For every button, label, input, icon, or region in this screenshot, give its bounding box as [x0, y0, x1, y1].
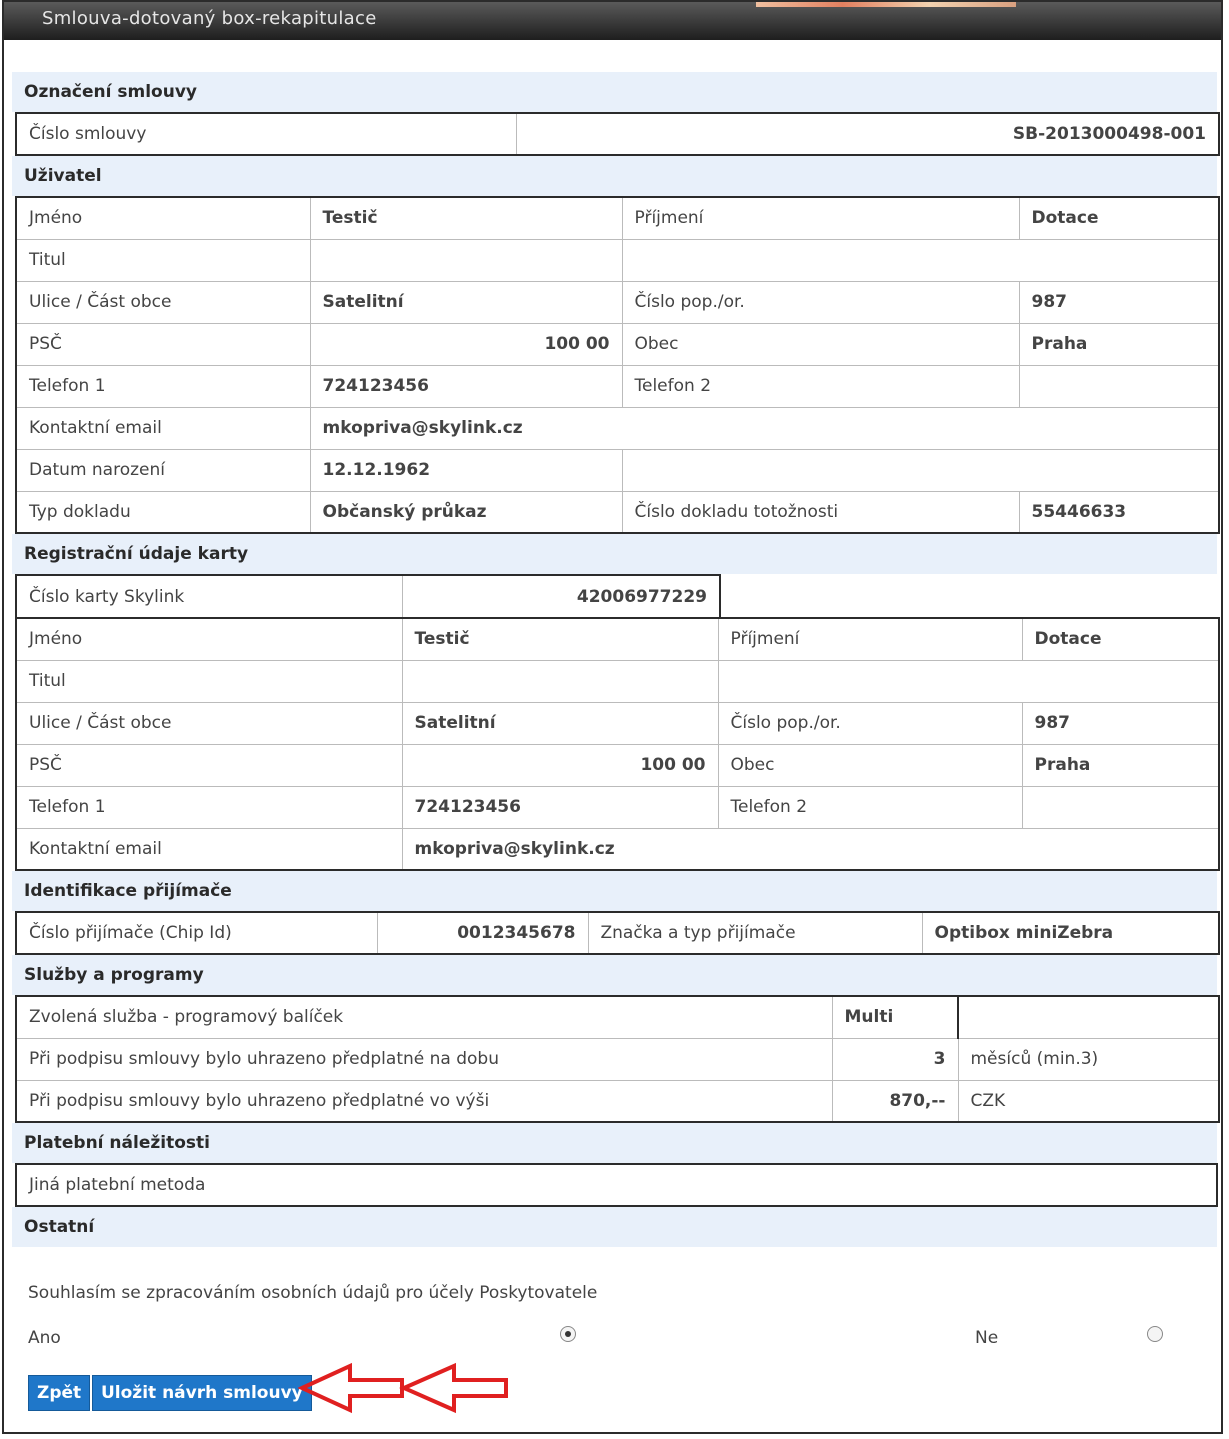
card-city-label: Obec: [718, 744, 1022, 786]
user-doc-number-value: 55446633: [1019, 491, 1219, 533]
card-phone1-value: 724123456: [402, 786, 718, 828]
card-street-label: Ulice / Část obce: [16, 702, 402, 744]
titlebar-decoration: [756, 2, 1016, 7]
prepaid-period-value: 3: [832, 1038, 958, 1080]
card-firstname-value: Testič: [402, 618, 718, 660]
receiver-table: [15, 911, 1220, 955]
payment-method-value: Jiná platební metoda: [29, 1175, 206, 1195]
payment-table: [15, 1163, 1218, 1207]
user-firstname-label: Jméno: [29, 208, 83, 229]
table-row: [16, 618, 1219, 660]
back-button[interactable]: Zpět: [28, 1375, 90, 1411]
card-owner-table: [15, 617, 1220, 871]
card-surname-value: Dotace: [1022, 618, 1219, 660]
table-row: [16, 828, 1219, 870]
user-street-value: Satelitní: [310, 281, 622, 323]
consent-no-radio[interactable]: [1147, 1326, 1163, 1342]
user-zip-value: 100 00: [310, 323, 622, 365]
user-doc-type-label: Typ dokladu: [16, 491, 310, 533]
user-phone1-value: 724123456: [310, 365, 622, 407]
user-title-label: Titul: [16, 239, 310, 281]
user-table: [15, 196, 1220, 534]
prepaid-amount-value: 870,--: [832, 1080, 958, 1122]
user-phone2-label: Telefon 2: [622, 365, 1019, 407]
user-empty-cell: [622, 449, 1219, 491]
contract-table: [15, 112, 1220, 156]
card-email-label: Kontaktní email: [16, 828, 402, 870]
contract-number-label: Číslo smlouvy: [29, 124, 147, 144]
chip-id-label: Číslo přijímače (Chip Id): [29, 923, 232, 943]
consent-yes-radio[interactable]: [560, 1326, 576, 1342]
user-firstname-value: Testič: [310, 197, 622, 239]
user-city-label: Obec: [622, 323, 1019, 365]
user-city-value: Praha: [1019, 323, 1219, 365]
section-heading-payment: Platební náležitosti: [12, 1123, 1217, 1163]
table-row: [16, 660, 1219, 702]
user-zip-label: PSČ: [16, 323, 310, 365]
user-street-label: Ulice / Část obce: [16, 281, 310, 323]
user-house-number-value: 987: [1019, 281, 1219, 323]
save-draft-button[interactable]: Uložit návrh smlouvy: [92, 1375, 312, 1411]
service-package-unit: [958, 996, 1219, 1038]
table-row: [16, 197, 1219, 239]
card-firstname-label: Jméno: [29, 629, 83, 650]
card-number-table: [15, 574, 721, 617]
receiver-brand-label: Značka a typ přijímače: [588, 912, 922, 954]
section-heading-card: Registrační údaje karty: [12, 534, 1217, 574]
user-surname-value: Dotace: [1019, 197, 1219, 239]
consent-no-label: Ne: [975, 1328, 999, 1348]
user-phone2-value: [1019, 365, 1219, 407]
card-zip-label: PSČ: [16, 744, 402, 786]
user-title-value: [310, 239, 622, 281]
card-phone2-label: Telefon 2: [718, 786, 1022, 828]
table-row: [16, 996, 1219, 1038]
table-row: [16, 449, 1219, 491]
table-row: [16, 365, 1219, 407]
card-number-value: 42006977229: [402, 575, 720, 617]
card-phone2-value: [1022, 786, 1219, 828]
user-email-value: mkopriva@skylink.cz: [310, 407, 1219, 449]
user-doc-number-label: Číslo dokladu totožnosti: [622, 491, 1019, 533]
table-row: [16, 239, 1219, 281]
card-number-label: Číslo karty Skylink: [29, 586, 185, 607]
table-row: [16, 786, 1219, 828]
card-empty-cell: [718, 660, 1219, 702]
prepaid-amount-currency: CZK: [958, 1080, 1219, 1122]
card-street-value: Satelitní: [402, 702, 718, 744]
user-empty-cell: [622, 239, 1219, 281]
table-row: [16, 744, 1219, 786]
table-row: [16, 407, 1219, 449]
card-title-value: [402, 660, 718, 702]
user-birthdate-value: 12.12.1962: [310, 449, 622, 491]
service-package-label: Zvolená služba - programový balíček: [16, 996, 832, 1038]
consent-yes-label: Ano: [28, 1328, 61, 1348]
prepaid-period-label: Při podpisu smlouvy bylo uhrazeno předplatné na dobu: [16, 1038, 832, 1080]
section-heading-other: Ostatní: [12, 1207, 1217, 1247]
user-email-label: Kontaktní email: [16, 407, 310, 449]
chip-id-value: 0012345678: [377, 912, 588, 954]
receiver-brand-value: Optibox miniZebra: [922, 912, 1219, 954]
table-row: [16, 491, 1219, 533]
section-heading-user: Uživatel: [12, 156, 1217, 196]
title-bar: [4, 2, 1221, 40]
card-zip-value: 100 00: [402, 744, 718, 786]
card-title-label: Titul: [16, 660, 402, 702]
user-surname-label: Příjmení: [622, 197, 1019, 239]
section-heading-contract: Označení smlouvy: [12, 72, 1217, 112]
user-doc-type-value: Občanský průkaz: [310, 491, 622, 533]
section-heading-services: Služby a programy: [12, 955, 1217, 995]
card-email-value: mkopriva@skylink.cz: [402, 828, 1219, 870]
services-table: [15, 995, 1220, 1123]
prepaid-amount-label: Při podpisu smlouvy bylo uhrazeno předplatné vo výši: [16, 1080, 832, 1122]
form-content: [12, 72, 1217, 1247]
window-title: Smlouva-dotovaný box-rekapitulace: [42, 8, 377, 29]
consent-text: Souhlasím se zpracováním osobních údajů pro účely Poskytovatele: [28, 1283, 598, 1303]
prepaid-period-unit: měsíců (min.3): [958, 1038, 1219, 1080]
user-phone1-label: Telefon 1: [16, 365, 310, 407]
table-row: [16, 702, 1219, 744]
table-row: [16, 281, 1219, 323]
card-surname-label: Příjmení: [718, 618, 1022, 660]
card-house-number-value: 987: [1022, 702, 1219, 744]
section-heading-receiver: Identifikace přijímače: [12, 871, 1217, 911]
table-row: [16, 1080, 1219, 1122]
user-house-number-label: Číslo pop./or.: [622, 281, 1019, 323]
service-package-value: Multi: [832, 996, 958, 1038]
card-phone1-label: Telefon 1: [16, 786, 402, 828]
table-row: [16, 1038, 1219, 1080]
double-left-arrow-icon: [298, 1360, 512, 1416]
card-house-number-label: Číslo pop./or.: [718, 702, 1022, 744]
user-birthdate-label: Datum narození: [16, 449, 310, 491]
contract-number-value: SB-2013000498-001: [516, 113, 1219, 155]
table-row: [16, 323, 1219, 365]
card-city-value: Praha: [1022, 744, 1219, 786]
